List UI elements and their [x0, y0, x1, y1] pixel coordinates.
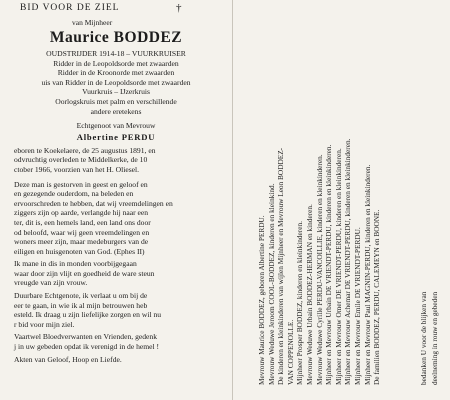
text-line: uis van Ridder in de Leopoldsorde met zwaarden	[41, 77, 191, 87]
text-line: ter, dit is, een hemels land, een land ons door	[14, 217, 151, 227]
text-line: Echtgenoot van Mevrouw	[76, 121, 156, 131]
text-line: Ik mane in dis in monden voorbijgegaan	[14, 259, 137, 269]
text-line: od beloofd, waar wij geen vreemdelingen en	[14, 227, 150, 237]
text-line: ctober 1966, voorzien van het H. Oliesel.	[14, 164, 140, 174]
text-line: Vuurkruis – IJzerkruis	[82, 87, 150, 97]
text-line: r bid voor mijn ziel.	[14, 319, 75, 329]
text-line: eer te gaan, in wie ik al mijn betrouwen heb	[14, 300, 148, 310]
text-line: odvruchtig overleden te Middelkerke, de 10	[14, 155, 148, 165]
text-line: Ridder in de Kroonorde met zwaarden	[57, 68, 175, 78]
text-line: waar door zijn vlijt en goedheid de ware steun	[14, 268, 155, 278]
family-line: Mijnheer Prosper BODDEZ, kinderen en kleinkinderen.	[295, 221, 305, 385]
family-line: Mevrouw Weduwe Urbain BODDEZ-HERMAN en kinderen.	[305, 204, 314, 385]
text-line: vreugde van zijn vrouw.	[14, 278, 88, 288]
family-line: Mijnheer en Mevrouw Achemar DE VRIENDT-PERDU, kinderen en kleinkinderen.	[343, 138, 353, 385]
text-line: ziggers zijn op aarde, verlangde hij naar een	[14, 208, 149, 218]
thanks-line-column	[430, 0, 444, 400]
text-line: Oorlogskruis met palm en verschillende	[55, 96, 177, 106]
family-line: Mijnheer en Mevrouw Emile DE VRIENDT-PERDU.	[353, 227, 362, 385]
family-line: Mevrouw Weduwe Cyrille PERDU-VANCOILLIE, kinderen en kleinkinderen.	[314, 154, 324, 385]
family-line: De familien BODDEZ, PERDU, CALEMEYN en BOONE.	[372, 209, 382, 385]
family-line: Mevrouw Weduwe Jeroom COOL-BODDEZ, kinderen en kleinkind.	[266, 183, 276, 385]
text-line: andere eretekens	[90, 106, 142, 116]
family-line: Mijnheer en Mevrouw Paul MAGNIN-PERDU, kinderen en kleinkinderen.	[362, 164, 372, 385]
card-title: BID VOOR DE ZIEL	[20, 3, 120, 13]
text-line: Albertine PERDU	[76, 131, 156, 142]
memorial-card-right	[232, 0, 450, 400]
text-line: ervoorschreden te hebben, dat wij vreemdelingen en	[14, 198, 173, 208]
text-line: j in uw gebeden opdat ik verenigd in de hemel !	[14, 342, 160, 352]
text-line: en gezegende ouderdom, na beleden en	[14, 189, 134, 199]
text-line: OUDSTRIJDER 1914-18 – VUURKRUISER	[46, 49, 186, 58]
text-line: eboren te Koekelaere, de 25 augustus 1891, en	[14, 145, 156, 155]
thanks-line: deelneming in rouw en gebeden	[430, 291, 439, 385]
family-line: De kinderen en kleinkinderen van wijlen Mijnheer en Mevrouw Leon BODDEZ-	[276, 147, 286, 385]
memorial-text	[0, 49, 232, 364]
text-line: Akten van Geloof, Hoop en Liefde.	[14, 354, 122, 364]
thanks-line: bedanken U voor de blijken van	[419, 291, 428, 385]
text-line: esteld. Ik draag u zijn liefelijke zorgen en wil nu	[14, 310, 162, 320]
family-line-column	[372, 0, 386, 400]
family-line: Mijnheer en Mevrouw Omer DE VRIENDT-PERDU, kinderen en kleinkinderen.	[333, 148, 343, 385]
text-line: Vaartwel Bloedverwanten en Vrienden, gedenk	[14, 332, 157, 342]
text-line: Duurbare Echtgenote, ik verlaat u om bij de	[14, 291, 148, 301]
cross-icon: †	[176, 2, 182, 14]
deceased-name: Maurice BODDEZ	[49, 29, 183, 46]
family-line: Mevrouw Maurice BODDEZ, geboren Albertine PERDU.	[257, 215, 266, 385]
family-line: VAN COPPENOLLE.	[285, 319, 295, 385]
family-line: Mijnheer en Mevrouw Urbain DE VRIENDT-PERDU, kinderen en kleinkinderen.	[324, 144, 334, 385]
subtitle: van Mijnheer	[72, 18, 113, 27]
text-line: eiligen en huisgenoten van God. (Ephes II)	[14, 246, 145, 256]
text-line: Deze man is gestorven in geest en geloof en	[14, 179, 148, 189]
text-line: woners meer zijn, maar medeburgers van de	[14, 237, 149, 247]
text-line: Ridder in de Leopoldsorde met zwaarden	[53, 58, 179, 68]
